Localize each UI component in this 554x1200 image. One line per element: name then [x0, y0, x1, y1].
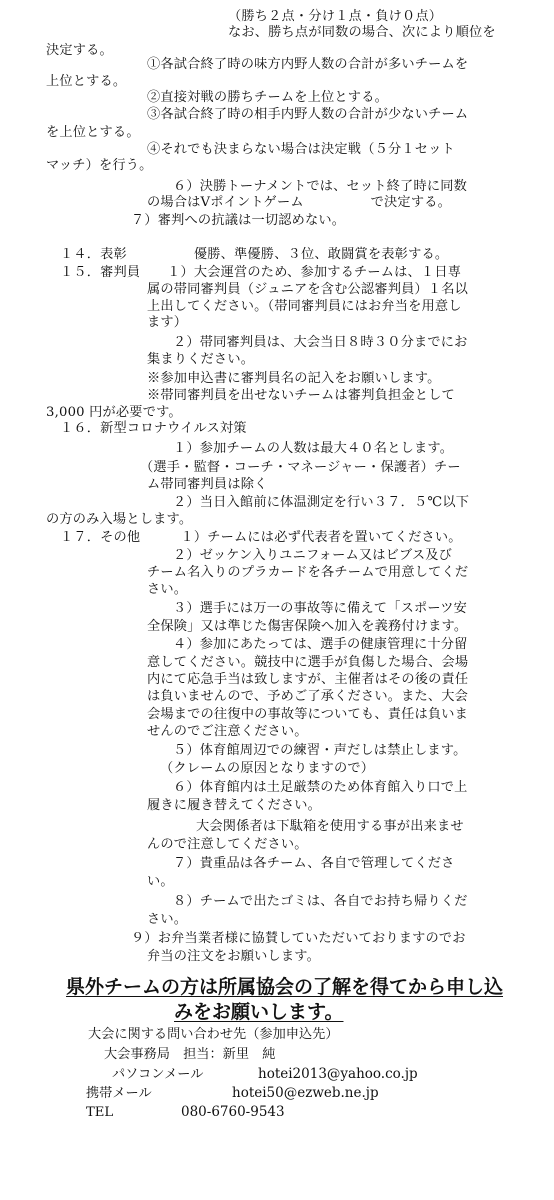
- text-line: ７）貴重品は各チーム、各自で管理してくださ: [173, 856, 455, 871]
- text-line: ②直接対戦の勝ちチームを上位とする。: [147, 90, 388, 105]
- text-line: ※参加申込書に審判員名の記入をお願いします。: [147, 371, 441, 386]
- text-line: ④それでも決まらない場合は決定戦（５分１セット: [147, 142, 455, 157]
- contact-office: 大会事務局 担当：新里 純: [104, 1047, 276, 1062]
- text-line: ２）ゼッケン入りユニフォーム又はビブス及び: [173, 548, 453, 563]
- text-line: ７）審判への抗議は一切認めない。: [131, 213, 346, 228]
- text-line: ５）体育館周辺での練習・声だしは禁止します。: [173, 743, 467, 758]
- text-line: ９）お弁当業者様に協賛していただいておりますのでお: [131, 931, 466, 946]
- text-line: ６）体育館内は土足厳禁のため体育館入り口で上: [173, 780, 468, 795]
- text-line: 意してください。競技中に選手が負傷した場合、会場: [147, 655, 469, 670]
- text-line: 上出してください。（帯同審判員にはお弁当を用意し: [147, 299, 462, 314]
- mobile-mail-label: 携帯メール: [86, 1086, 152, 1101]
- text-line: （勝ち２点・分け１点・負け０点）: [228, 9, 443, 24]
- text-line: ２）帯同審判員は、大会当日８時３０分までにお: [173, 335, 468, 350]
- text-line: 内にて応急手当は致しますが、主催者はその後の責任: [147, 672, 469, 687]
- text-line: さい。: [147, 912, 188, 927]
- text-line: の場合はVポイントゲーム で決定する。: [147, 195, 451, 210]
- text-line: 集まりください。: [147, 352, 255, 367]
- text-line: 会場までの往復中の事故等についても、責任は負いま: [147, 707, 469, 722]
- text-line: は負いませんので、予めご了承ください。また、大会: [147, 689, 469, 704]
- tel-number: 080-6760-9543: [181, 1104, 285, 1120]
- text-line: の方のみ入場とします。: [46, 512, 193, 527]
- section-other: １７．その他 １）チームには必ず代表者を置いてください。: [60, 530, 462, 545]
- text-line: ６）決勝トーナメントでは、セット終了時に同数: [173, 179, 467, 194]
- text-line: 弁当の注文をお願いします。: [147, 949, 320, 964]
- text-line: 決定する。: [46, 43, 113, 58]
- text-line: さい。: [147, 582, 188, 597]
- notice-line-1: 県外チームの方は所属協会の了解を得てから申し込: [66, 976, 504, 998]
- text-line: なお、勝ち点が同数の場合、次により順位を: [228, 25, 496, 40]
- pc-mail-address: hotei2013@yahoo.co.jp: [258, 1066, 418, 1082]
- text-line: ※帯同審判員を出せないチームは審判負担金として: [147, 388, 455, 403]
- text-line: 履きに履き替えてください。: [147, 798, 322, 813]
- pc-mail-label: パソコンメール: [112, 1067, 204, 1082]
- text-line: を上位とする。: [46, 125, 140, 140]
- text-line: んので注意してください。: [147, 837, 308, 852]
- tel-label: TEL: [86, 1105, 114, 1120]
- text-line: 上位とする。: [46, 74, 127, 89]
- text-line: 大会関係者は下駄箱を使用する事が出来ませ: [196, 819, 464, 834]
- text-line: 全保険」又は準じた傷害保険へ加入を義務付けます。: [147, 619, 468, 634]
- text-line: 3,000 円が必要です。: [46, 405, 182, 420]
- text-line: ます）: [147, 315, 188, 330]
- text-line: ３）選手には万一の事故等に備えて「スポーツ安: [173, 601, 467, 616]
- text-line: ８）チームで出たゴミは、各自でお持ち帰りくだ: [173, 894, 468, 909]
- text-line: （選手・監督・コーチ・マネージャー・保護者）チー: [140, 460, 461, 475]
- section-referee: １５．審判員 １）大会運営のため、参加するチームは、１日専: [60, 265, 462, 280]
- section-covid: １６．新型コロナウイルス対策: [60, 421, 247, 436]
- text-line: １）参加チームの人数は最大４０名とします。: [173, 441, 454, 456]
- text-line: ③各試合終了時の相手内野人数の合計が少ないチーム: [147, 107, 469, 122]
- text-line: 属の帯同審判員（ジュニアを含む公認審判員）１名以: [147, 282, 469, 297]
- text-line: せんのでご注意ください。: [147, 724, 308, 739]
- text-line: ４）参加にあたっては、選手の健康管理に十分留: [173, 637, 468, 652]
- text-line: チーム名入りのプラカードを各チームで用意してくだ: [147, 565, 469, 580]
- text-line: ①各試合終了時の味方内野人数の合計が多いチームを: [147, 57, 469, 72]
- notice-line-2: みをお願いします。: [174, 1001, 344, 1023]
- section-award: １４．表彰 優勝、準優勝、３位、敢闘賞を表彰する。: [60, 247, 449, 262]
- text-line: ２）当日入館前に体温測定を行い３７．５℃以下: [173, 495, 470, 510]
- text-line: い。: [147, 874, 174, 889]
- contact-heading: 大会に関する問い合わせ先（参加申込先）: [88, 1027, 339, 1042]
- text-line: マッチ）を行う。: [46, 158, 153, 173]
- text-line: ム帯同審判員は除く: [147, 477, 268, 492]
- mobile-mail-address: hotei50@ezweb.ne.jp: [232, 1085, 379, 1101]
- text-line: （クレームの原因となりますので）: [160, 761, 375, 776]
